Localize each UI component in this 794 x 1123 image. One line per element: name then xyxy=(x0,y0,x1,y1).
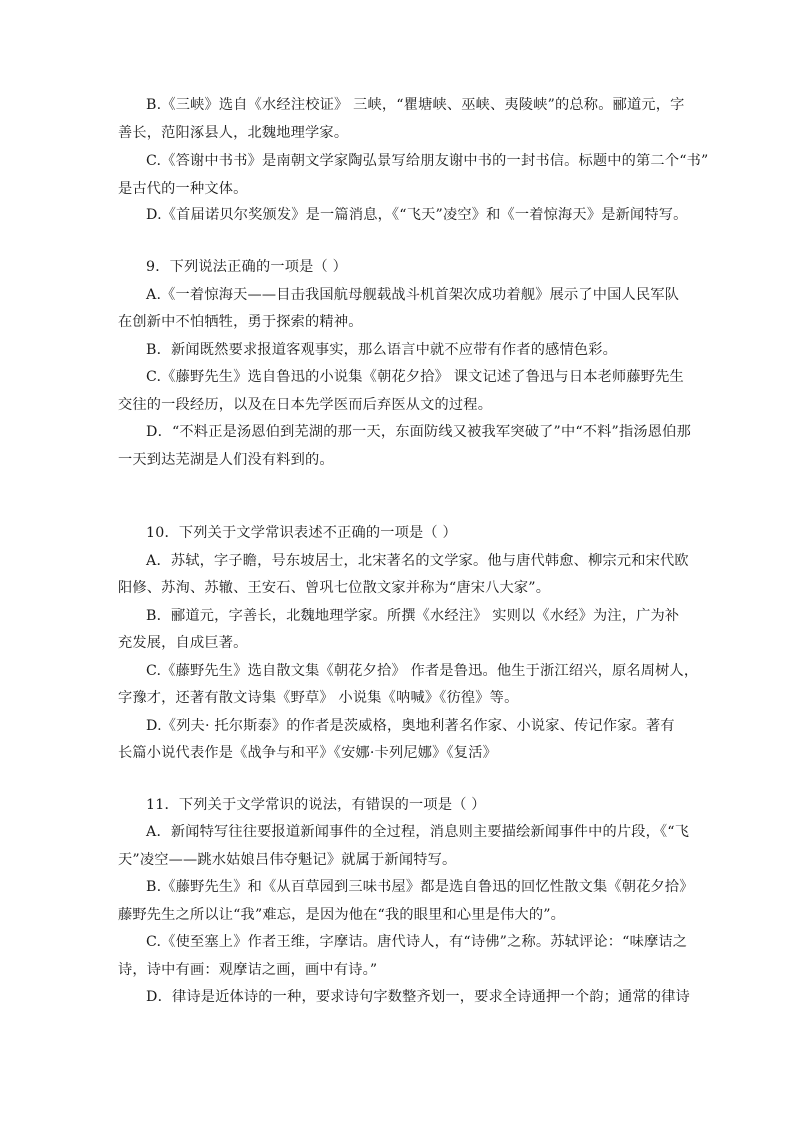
q11-option-c-line-2: 诗，诗中有画：观摩诘之画，画中有诗。” xyxy=(118,962,378,978)
q11-option-b-line-2: 藤野先生之所以让“我”难忘，是因为他在“我的眼里和心里是伟大的”。 xyxy=(118,907,566,923)
q8-option-d: D.《首届诺贝尔奖颁发》是一篇消息，《“飞天”凌空》和《一着惊海天》是新闻特写。 xyxy=(146,207,688,223)
q10-option-b-line-1: B．郦道元，字善长，北魏地理学家。所撰《水经注》 实则以《水经》为注，广为补 xyxy=(146,608,680,624)
q11-stem: 11．下列关于文学常识的说法，有错误的一项是（ ） xyxy=(146,797,486,813)
q11-option-c-line-1: C.《使至塞上》作者王维，字摩诘。唐代诗人，有“诗佛”之称。苏轼评论：“味摩诘之 xyxy=(146,934,688,950)
q10-option-b-line-2: 充发展，自成巨著。 xyxy=(118,635,248,651)
q9-option-d-line-2: 一天到达芜湖是人们没有料到的。 xyxy=(118,452,334,468)
q8-option-c-line-1: C.《答谢中书书》是南朝文学家陶弘景写给朋友谢中书的一封书信。标题中的第二个“书” xyxy=(146,153,709,169)
q11-option-b-line-1: B.《藤野先生》和《从百草园到三味书屋》都是选自鲁迅的回忆性散文集《朝花夕拾》 xyxy=(146,879,694,895)
q10-stem: 10．下列关于文学常识表述不正确的一项是（ ） xyxy=(146,525,457,541)
q9-option-c-line-1: C.《藤野先生》选自鲁迅的小说集《朝花夕拾》 课文记述了鲁迅与日本老师藤野先生 xyxy=(146,369,684,385)
q10-option-d-line-1: D.《列夫· 托尔斯泰》的作者是茨威格，奥地利著名作家、小说家、传记作家。著有 xyxy=(146,718,675,734)
q9-option-d-line-1: D．“不料正是汤恩伯到芜湖的那一天，东面防线又被我军突破了”中“不料”指汤恩伯那 xyxy=(146,424,691,440)
q10-option-c-line-1: C.《藤野先生》选自散文集《朝花夕拾》 作者是鲁迅。他生于浙江绍兴，原名周树人， xyxy=(146,663,699,679)
q10-option-d-line-2: 长篇小说代表作是《战争与和平》《安娜·卡列尼娜》《复活》 xyxy=(118,745,497,761)
q11-option-a-line-1: A．新闻特写往往要报道新闻事件的全过程，消息则主要描绘新闻事件中的片段，《“飞 xyxy=(146,824,690,840)
q8-option-b-line-1: B.《三峡》选自《水经注校证》 三峡，“瞿塘峡、巫峡、夷陵峡”的总称。郦道元，字 xyxy=(146,97,685,113)
q9-option-a-line-2: 在创新中不怕牺牲，勇于探索的精神。 xyxy=(118,314,363,330)
q10-option-c-line-2: 字豫才，还著有散文诗集《野草》 小说集《呐喊》《彷徨》等。 xyxy=(118,690,519,706)
q11-option-a-line-2: 天”凌空——跳水姑娘吕伟夺魁记》就属于新闻特写。 xyxy=(118,852,457,868)
q9-option-a-line-1: A.《一着惊海天——目击我国航母舰载战斗机首架次成功着舰》展示了中国人民军队 xyxy=(146,287,680,303)
q10-option-a-line-1: A．苏轼，字子瞻，号东坡居士，北宋著名的文学家。他与唐代韩愈、柳宗元和宋代欧 xyxy=(146,553,689,569)
q8-option-b-line-2: 善长，范阳涿县人，北魏地理学家。 xyxy=(118,125,349,141)
q11-option-d-line-1: D．律诗是近体诗的一种，要求诗句字数整齐划一，要求全诗通押一个韵；通常的律诗 xyxy=(146,989,690,1005)
q10-option-a-line-2: 阳修、苏洵、苏辙、王安石、曾巩七位散文家并称为“唐宋八大家”。 xyxy=(118,580,551,596)
q9-option-b: B．新闻既然要求报道客观事实，那么语言中就不应带有作者的感情色彩。 xyxy=(146,342,618,358)
q9-stem: 9．下列说法正确的一项是（ ） xyxy=(146,259,347,275)
q9-option-c-line-2: 交往的一段经历，以及在日本先学医而后弃医从文的过程。 xyxy=(118,397,493,413)
q8-option-c-line-2: 是古代的一种文体。 xyxy=(118,181,248,197)
